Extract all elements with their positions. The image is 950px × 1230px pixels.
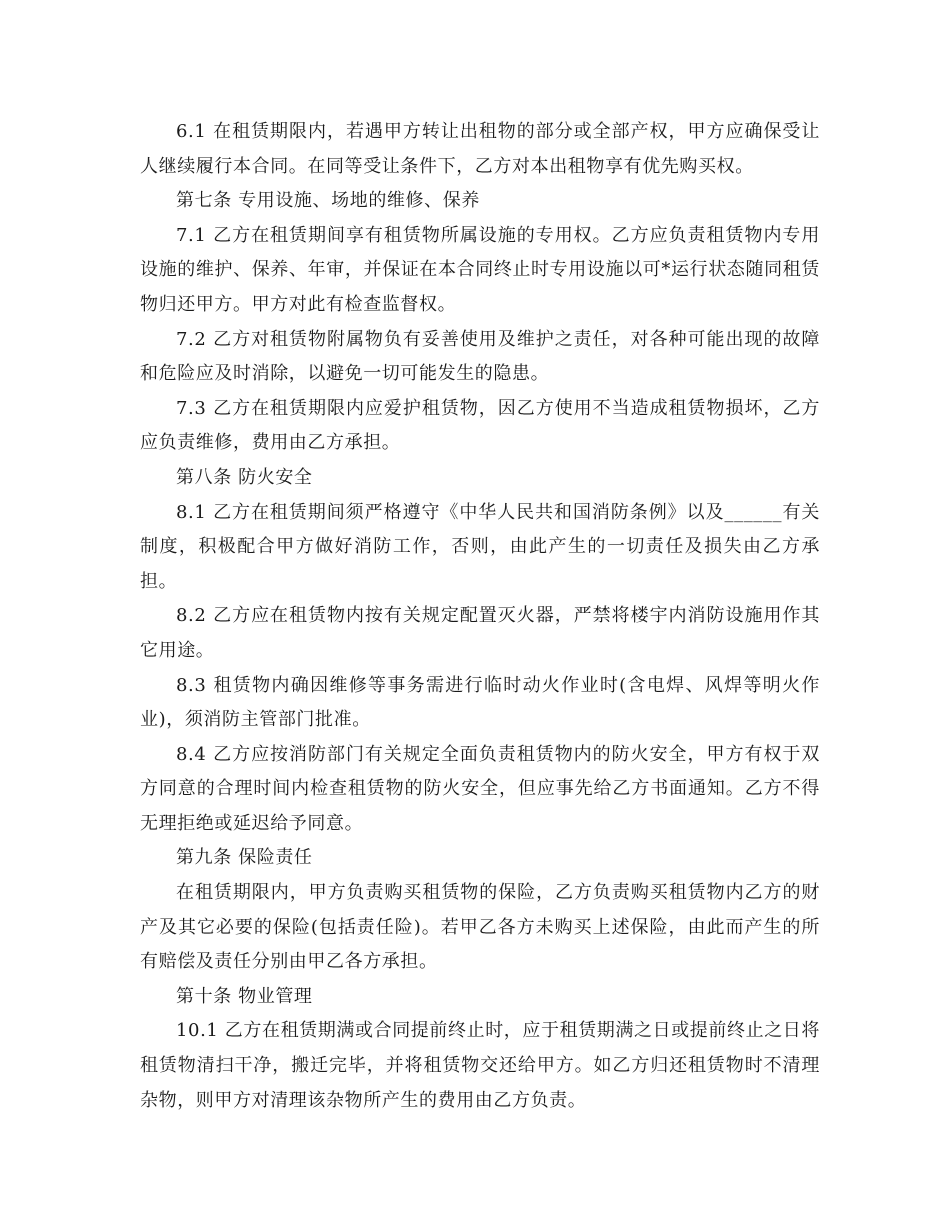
clause-8-1: 8.1 乙方在租赁期间须严格遵守《中华人民共和国消防条例》以及______有关制度，积极配合甲方做好消防工作，否则，由此产生的一切责任及损失由乙方承担。 (140, 501, 820, 592)
clause-8-3: 8.3 租赁物内确因维修等事务需进行临时动火作业时(含电焊、风焊等明火作业)，须消防主管部门批准。 (140, 674, 820, 731)
clause-7-2: 7.2 乙方对租赁物附属物负有妥善使用及维护之责任，对各种可能出现的故障和危险应及时消除，以避免一切可能发生的隐患。 (140, 328, 820, 385)
clause-7-3: 7.3 乙方在租赁期限内应爱护租赁物，因乙方使用不当造成租赁物损坏，乙方应负责维修，费用由乙方承担。 (140, 397, 820, 454)
article-7-heading: 第七条 专用设施、场地的维修、保养 (176, 190, 480, 212)
clause-10-1: 10.1 乙方在租赁期满或合同提前终止时，应于租赁期满之日或提前终止之日将租赁物清扫干净，搬迁完毕，并将租赁物交还给甲方。如乙方归还租赁物时不清理杂物，则甲方对清理该杂物所产生的费用由乙方负责。 (140, 1020, 820, 1111)
clause-8-4: 8.4 乙方应按消防部门有关规定全面负责租赁物内的防火安全，甲方有权于双方同意的合理时间内检查租赁物的防火安全，但应事先给乙方书面通知。乙方不得无理拒绝或延迟给予同意。 (140, 743, 820, 834)
article-8-heading: 第八条 防火安全 (176, 466, 313, 488)
article-9-heading: 第九条 保险责任 (176, 847, 313, 869)
article-9-body: 在租赁期限内，甲方负责购买租赁物的保险，乙方负责购买租赁物内乙方的财产及其它必要的保险(包括责任险)。若甲乙各方未购买上述保险，由此而产生的所有赔偿及责任分别由甲乙各方承担。 (140, 882, 820, 973)
clause-8-2: 8.2 乙方应在租赁物内按有关规定配置灭火器，严禁将楼宇内消防设施用作其它用途。 (140, 605, 820, 661)
clause-7-1: 7.1 乙方在租赁期间享有租赁物所属设施的专用权。乙方应负责租赁物内专用设施的维护、保养、年审，并保证在本合同终止时专用设施以可*运行状态随同租赁物归还甲方。甲方对此有检查监督权。 (140, 224, 820, 315)
article-10-heading: 第十条 物业管理 (176, 985, 313, 1007)
clause-6-1: 6.1 在租赁期限内，若遇甲方转让出租物的部分或全部产权，甲方应确保受让人继续履行本合同。在同等受让条件下，乙方对本出租物享有优先购买权。 (140, 121, 820, 177)
document-body (140, 115, 820, 1118)
